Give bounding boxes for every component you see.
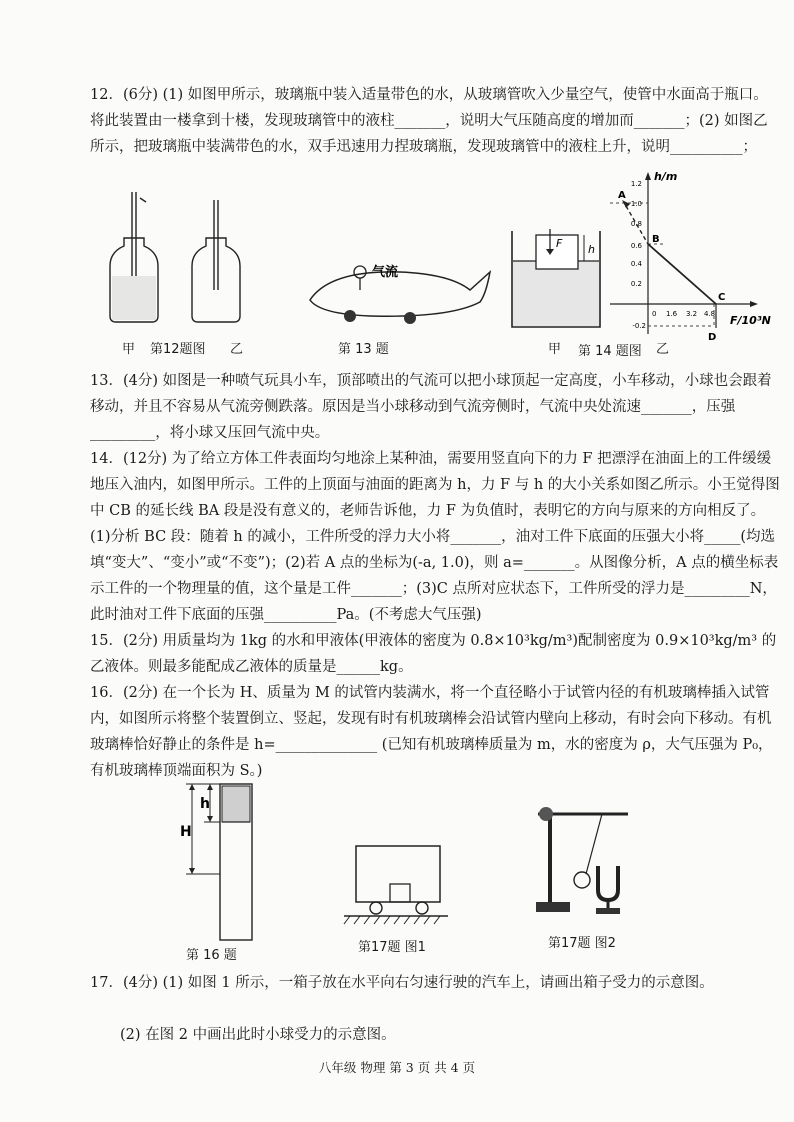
y-tick: -0.2 — [632, 322, 646, 330]
q12-caption-yi: 乙 — [230, 342, 244, 357]
point-b-label: B — [652, 234, 660, 245]
q14-graph-x-label: F/10³N — [730, 314, 771, 327]
bottle-jia — [110, 192, 158, 322]
question-12-text: 12．(6分) (1) 如图甲所示，玻璃瓶中装入适量带色的水，从玻璃管吹入少量空气，使管中水面高于瓶口。将此装置由一楼拿到十楼，发现玻璃管中的液柱_______，说明大气压随高度的增加而_______；(2) 如图乙所示，把玻璃瓶中装满带色的水，双手迅速用力捏玻璃瓶，发现玻璃管中的液柱上升，说明__________； — [90, 87, 768, 155]
q12-figure — [100, 180, 250, 330]
question-16-text: 16．(2分) 在一个长为 H、质量为 M 的试管内装满水，将一个直径略小于试管内径的有机玻璃棒插入试管内，如图所示将整个装置倒立、竖起，发现有时有机玻璃棒会沿试管内壁向上移动，有时会向下移动。有机玻璃棒恰好静止的条件是 h=______________ (已知有机玻璃棒质量为 m，水的密度为 ρ，大气压强为 P₀，有机玻璃棒顶端面积为 S。) — [90, 685, 773, 779]
y-tick: 1.0 — [630, 200, 642, 208]
q17-caption-1: 第17题 图1 — [358, 940, 426, 955]
question-17-text: 17．(4分) (1) 如图 1 所示，一箱子放在水平向右匀速行驶的汽车上，请画出箱子受力的示意图。 — [90, 975, 714, 991]
q17-figure-2 — [510, 800, 640, 920]
q14-caption: 第 14 题图 — [578, 344, 642, 359]
q16-caption: 第 16 题 — [186, 948, 237, 963]
q12-caption: 第12题图 — [150, 342, 206, 357]
question-14-text: 14．(12分) 为了给立方体工件表面均匀地涂上某种油，需要用竖直向下的力 F 把漂浮在油面上的工件缓缓地压入油内，如图甲所示。工件的上顶面与油面的距离为 h，力 F 与 h 的大小关系如图乙所示。小王觉得图中 CB 的延长线 BA 段是没有意义的，老师告诉他，力 F 为负值时，表明它的方向与原来的方向相反了。 — [90, 451, 780, 519]
y-tick: 0.2 — [630, 280, 642, 288]
question-14-subquestions: (1)分析 BC 段：随着 h 的减小，工件所受的浮力大小将_______，油对工件下底面的压强大小将_____(均选填“变大”、“变小”或“不变”)；(2)若 A 点的坐标为(-a, 1.0)，则 a=_______。从图像分析，A 点的横坐标表示工件的一个物理量的值，这个量是工件_______；(3)C 点所对应状态下，工件所受的浮力是_________N，此时油对工件下底面的压强__________Pa。(不考虑大气压强) — [90, 529, 779, 623]
q14-h-label: h — [588, 243, 595, 256]
question-13-text: 13．(4分) 如图是一种喷气玩具小车，顶部喷出的气流可以把小球顶起一定高度，小车移动，小球也会跟着移动，并且不容易从气流旁侧跌落。原因是当小球移动到气流旁侧时，气流中央处流速_______，压强_________，将小球又压回气流中央。 — [90, 373, 772, 441]
bottle-yi — [192, 200, 240, 322]
q14-force-label: F — [556, 237, 563, 250]
q16-h-label: h — [200, 796, 210, 812]
question-15-text: 15．(2分) 用质量均为 1kg 的水和甲液体(甲液体的密度为 0.8×10³kg/m³)配制密度为 0.9×10³kg/m³ 的乙液体。则最多能配成乙液体的质量是______kg。 — [90, 633, 777, 675]
q17-caption-2: 第17题 图2 — [548, 936, 616, 951]
y-tick: 1.2 — [630, 180, 642, 188]
q14-caption-jia: 甲 — [548, 342, 562, 357]
question-17-part2: (2) 在图 2 中画出此时小球受力的示意图。 — [120, 1027, 396, 1043]
q16-tube-figure — [180, 774, 260, 942]
q14-caption-yi: 乙 — [656, 342, 670, 357]
q14-container-figure — [508, 225, 604, 335]
q14-graph — [604, 168, 780, 342]
point-a-label: A — [618, 190, 626, 201]
q12-caption-jia: 甲 — [122, 342, 136, 357]
x-tick: 0 — [652, 310, 657, 318]
q16-H-label: H — [180, 824, 192, 840]
y-tick: 0.6 — [630, 242, 642, 250]
q13-airflow-label: 气流 — [372, 265, 399, 280]
y-tick: 0.4 — [630, 260, 642, 268]
page-footer: 八年级 物理 第 3 页 共 4 页 — [318, 1060, 476, 1075]
point-d-label: D — [708, 332, 717, 342]
q13-car-figure — [300, 250, 500, 330]
y-tick: 0.8 — [630, 220, 642, 228]
point-c-label: C — [718, 292, 726, 303]
q17-figure-1 — [340, 840, 450, 930]
q14-graph-y-label: h/m — [654, 170, 678, 183]
x-tick: 1.6 — [666, 310, 678, 318]
x-tick: 3.2 — [686, 310, 698, 318]
x-tick: 4.8 — [704, 310, 716, 318]
q13-caption: 第 13 题 — [338, 342, 389, 357]
